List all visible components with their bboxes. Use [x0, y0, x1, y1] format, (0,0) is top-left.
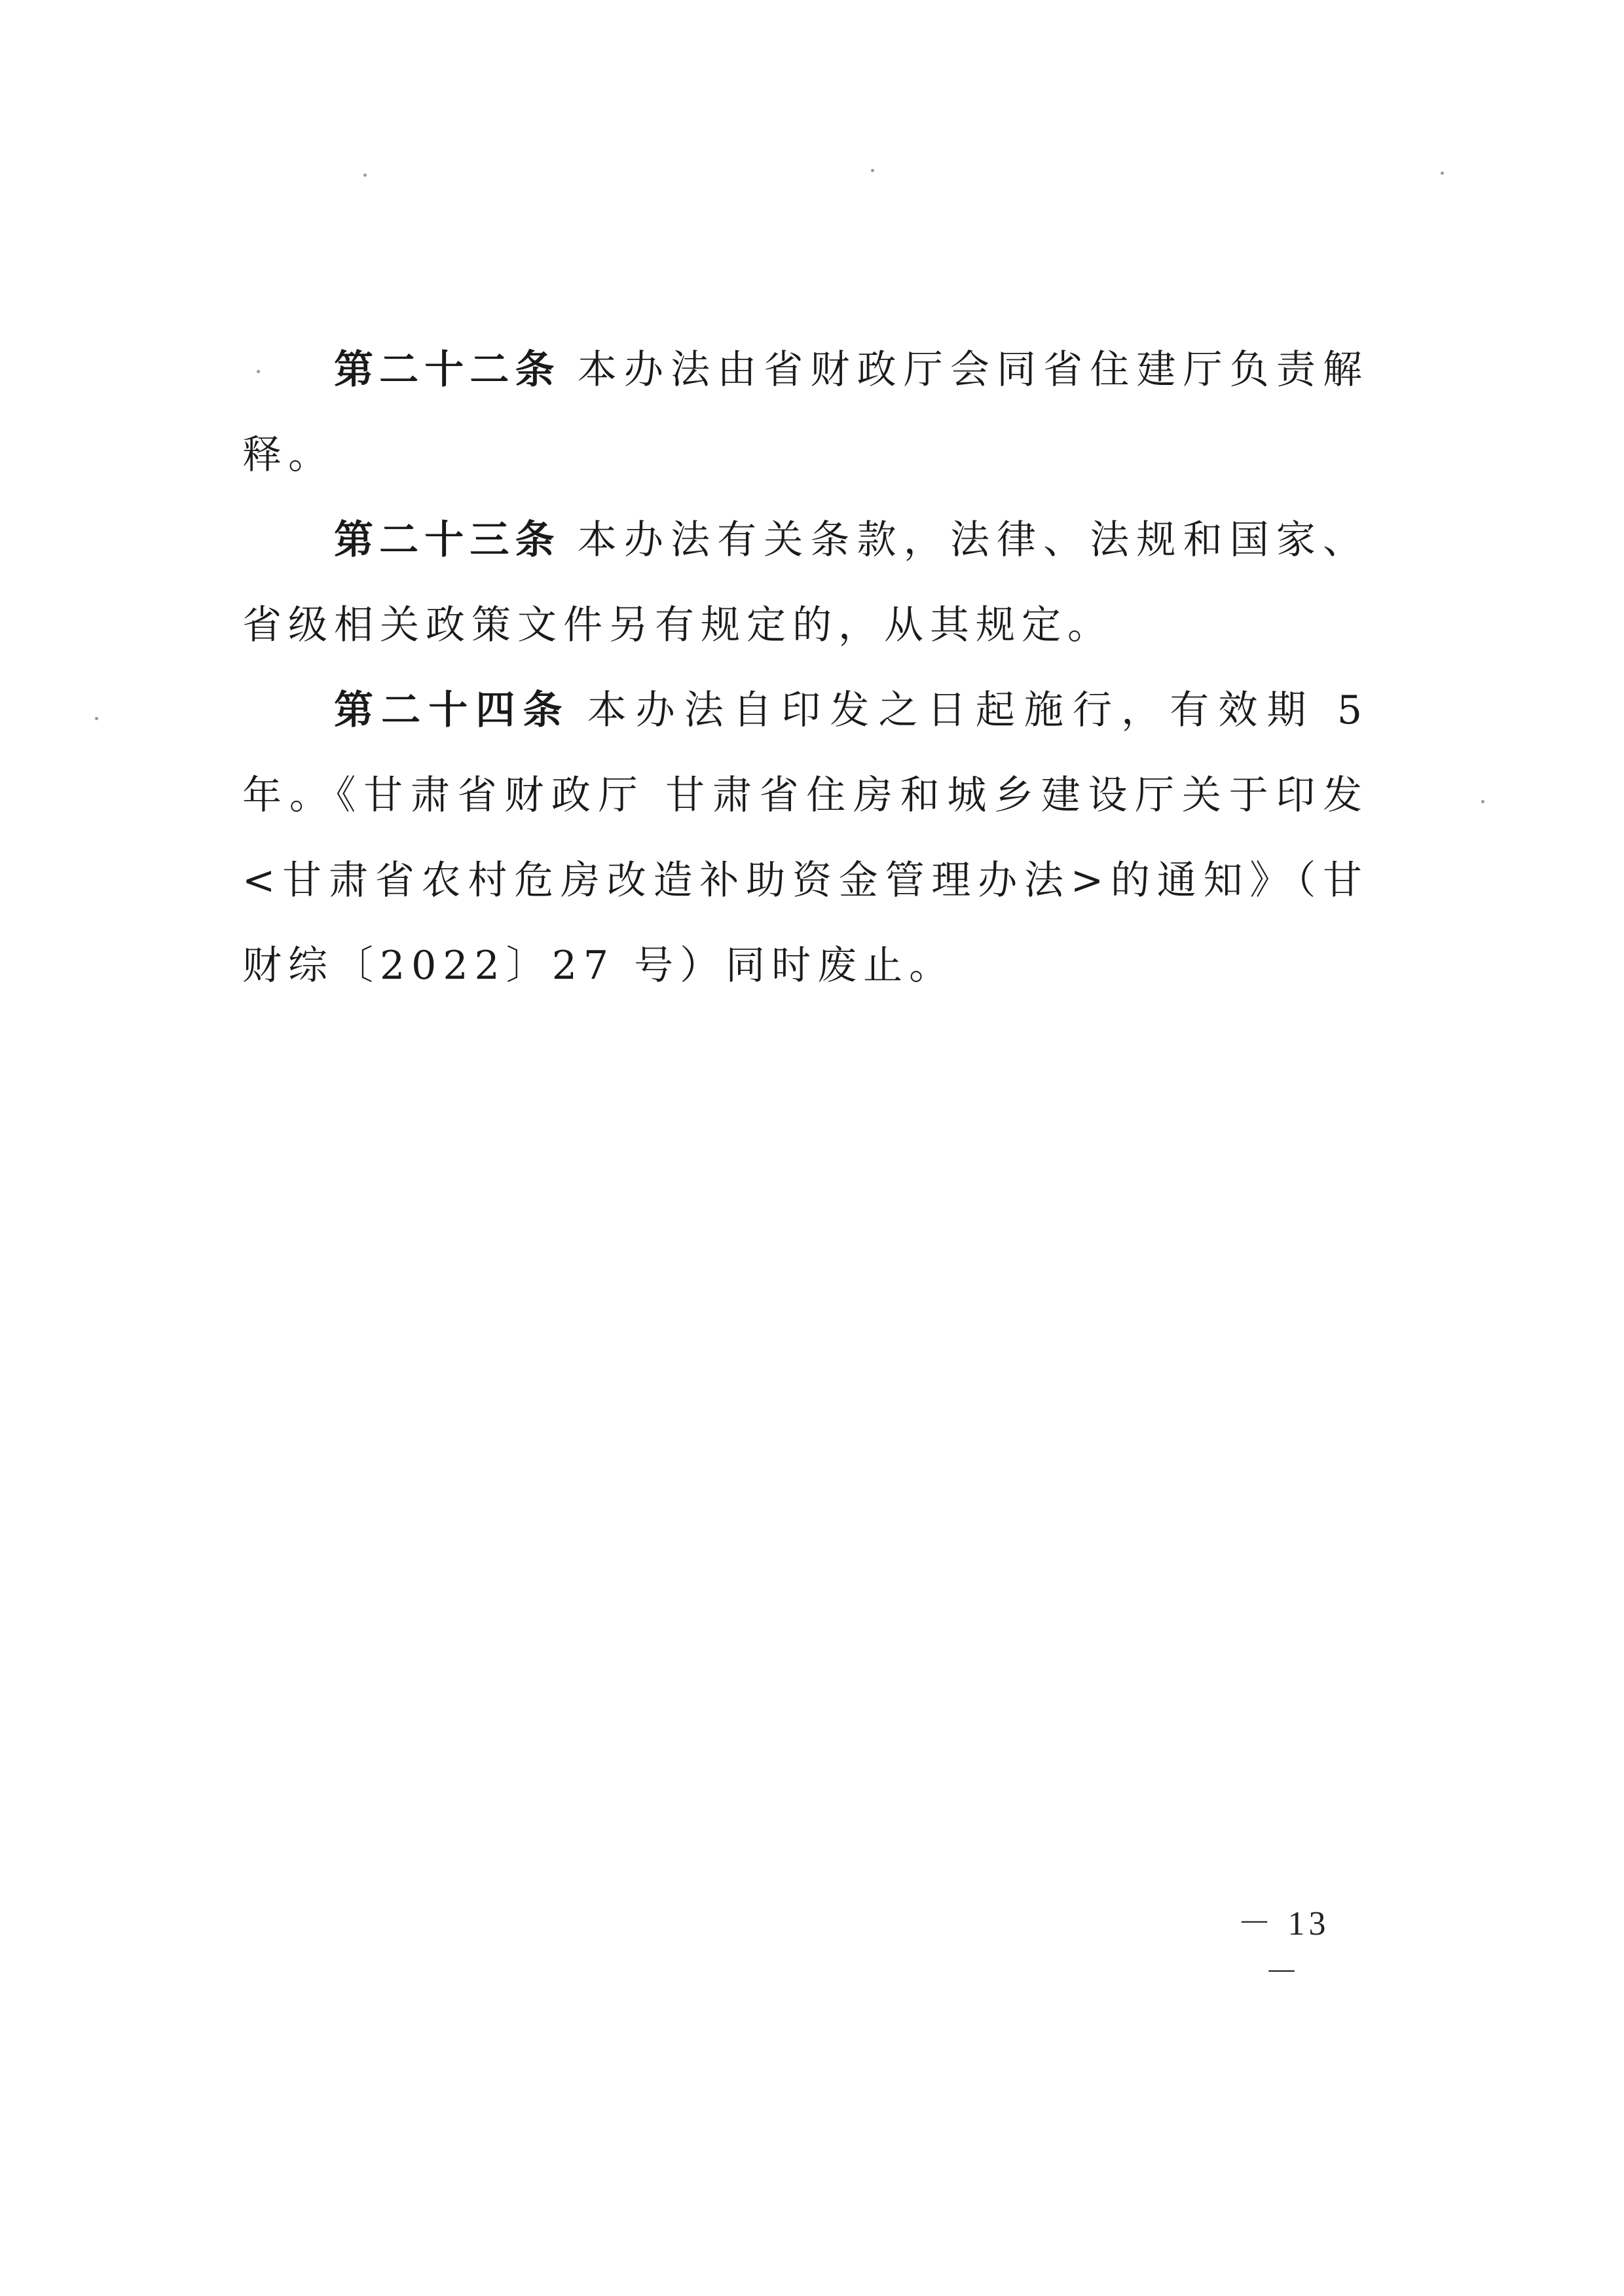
scan-speck — [1441, 172, 1444, 175]
scan-speck — [1481, 800, 1485, 803]
article-23-text: 本办法有关条款，法律、法规和国家、省级相关政策文件另有规定的，从其规定。 — [242, 517, 1369, 648]
article-23 — [242, 498, 1369, 668]
scan-speck — [363, 173, 367, 177]
article-23-number: 第二十三条 — [334, 517, 561, 563]
article-24-text: 本办法自印发之日起施行，有效期 5 年。《甘肃省财政厅 甘肃省住房和城乡建设厅关于印发<甘肃省农村危房改造补助资金管理办法>的通知》（甘财综〔2022〕27 号）同时废止。 — [242, 687, 1369, 989]
article-22-text: 本办法由省财政厅会同省住建厅负责解释。 — [242, 347, 1369, 478]
article-22 — [242, 327, 1369, 498]
article-24-number: 第二十四条 — [334, 687, 570, 733]
document-body — [242, 327, 1369, 1008]
article-22-number: 第二十二条 — [334, 347, 561, 393]
article-24 — [242, 668, 1369, 1008]
scan-speck — [95, 717, 98, 720]
page-number: － 13 － — [1237, 1905, 1330, 1992]
scan-speck — [871, 169, 874, 172]
